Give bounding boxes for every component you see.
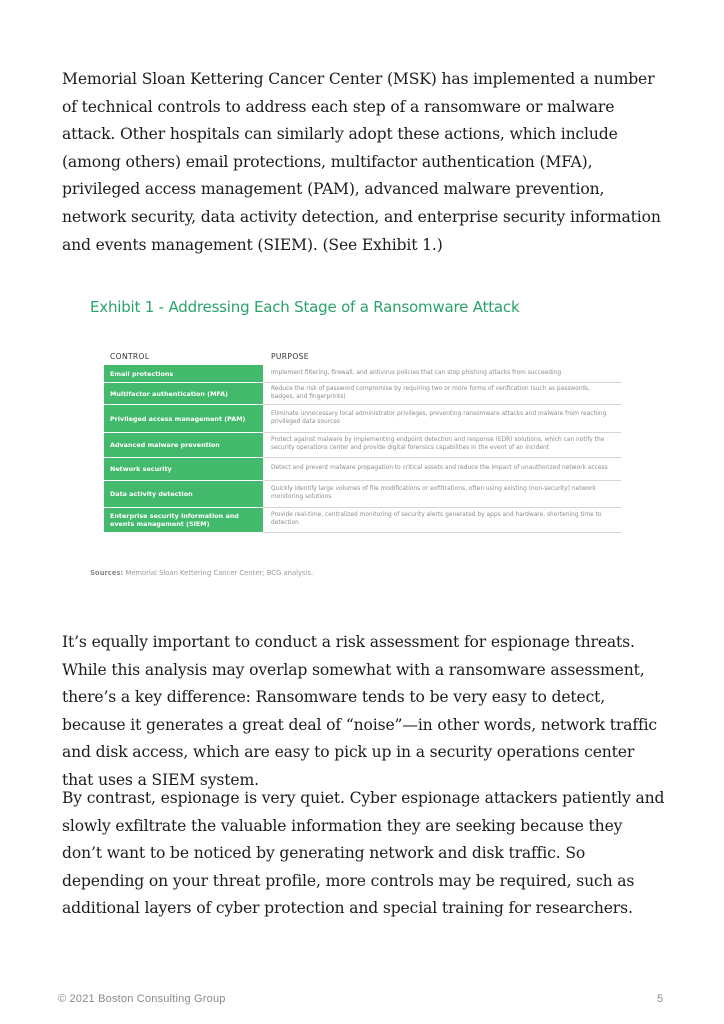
control-cell: Advanced malware prevention: [104, 433, 263, 458]
footer-copyright: © 2021 Boston Consulting Group: [58, 993, 226, 1005]
control-cell: Data activity detection: [104, 481, 263, 508]
control-cell: Privileged access management (PAM): [104, 405, 263, 433]
header-control: CONTROL: [110, 352, 150, 361]
page-number: 5: [657, 993, 664, 1005]
control-cell: Email protections: [104, 365, 263, 383]
table-row: [104, 458, 621, 481]
purpose-cell: Implement filtering, firewall, and antivirus policies that can stop phishing attacks from succeeding: [263, 365, 621, 383]
purpose-cell: Detect and prevent malware propagation to critical assets and reduce the impact of unauthorized network access: [263, 458, 621, 481]
purpose-cell: Reduce the risk of password compromise by requiring two or more forms of verification (such as passwords, badges, and fingerprints): [263, 383, 621, 405]
sources-text: Memorial Sloan Kettering Cancer Center; BCG analysis.: [125, 569, 314, 577]
table-row: [104, 481, 621, 508]
control-cell: Multifactor authentication (MFA): [104, 383, 263, 405]
purpose-cell: Eliminate unnecessary local administrator privileges, preventing ransomware attacks and malware from reaching privileged data sources: [263, 405, 621, 433]
exhibit-title: Exhibit 1 - Addressing Each Stage of a Ransomware Attack: [90, 298, 520, 316]
table-header: [104, 348, 621, 365]
intro-paragraph: Memorial Sloan Kettering Cancer Center (MSK) has implemented a number of technical controls to address each step of a ransomware or malware attack. Other hospitals can similarly adopt these actions, which include (among others) email protections, multifactor authentication (MFA), privileged access management (PAM), advanced malware prevention, network security, data activity detection, and enterprise security information and events management (SIEM). (See Exhibit 1.): [62, 70, 661, 254]
table-row: [104, 405, 621, 433]
purpose-cell: Provide real-time, centralized monitoring of security alerts generated by apps and hardware, shortening time to detection: [263, 508, 621, 533]
header-purpose: PURPOSE: [271, 352, 309, 361]
exhibit-sources: [90, 569, 313, 577]
table-row: [104, 383, 621, 405]
control-cell: Enterprise security information and events management (SIEM): [104, 508, 263, 533]
control-cell: Network security: [104, 458, 263, 481]
table-row: [104, 508, 621, 533]
exhibit-table: [104, 348, 621, 533]
sources-label: Sources:: [90, 569, 124, 577]
table-row: [104, 365, 621, 383]
espionage-paragraph: It’s equally important to conduct a risk assessment for espionage threats. While this analysis may overlap somewhat with a ransomware assessment, there’s a key difference: Ransomware tends to be very easy to detect, because it generates a great deal of “noise”—in other words, network traffic and disk access, which are easy to pick up in a security operations center that uses a SIEM system.: [62, 633, 657, 789]
purpose-cell: Protect against malware by implementing endpoint detection and response (EDR) solutions, which can notify the security operations center and provide digital forensics capabilities in the event of an incident: [263, 433, 621, 458]
table-row: [104, 433, 621, 458]
purpose-cell: Quickly identify large volumes of file modifications or exfiltrations, often using existing (non-security) network monitoring solutions: [263, 481, 621, 508]
contrast-paragraph: By contrast, espionage is very quiet. Cyber espionage attackers patiently and slowly exfiltrate the valuable information they are seeking because they don’t want to be noticed by generating network and disk traffic. So depending on your threat profile, more controls may be required, such as additional layers of cyber protection and special training for researchers.: [62, 789, 665, 918]
